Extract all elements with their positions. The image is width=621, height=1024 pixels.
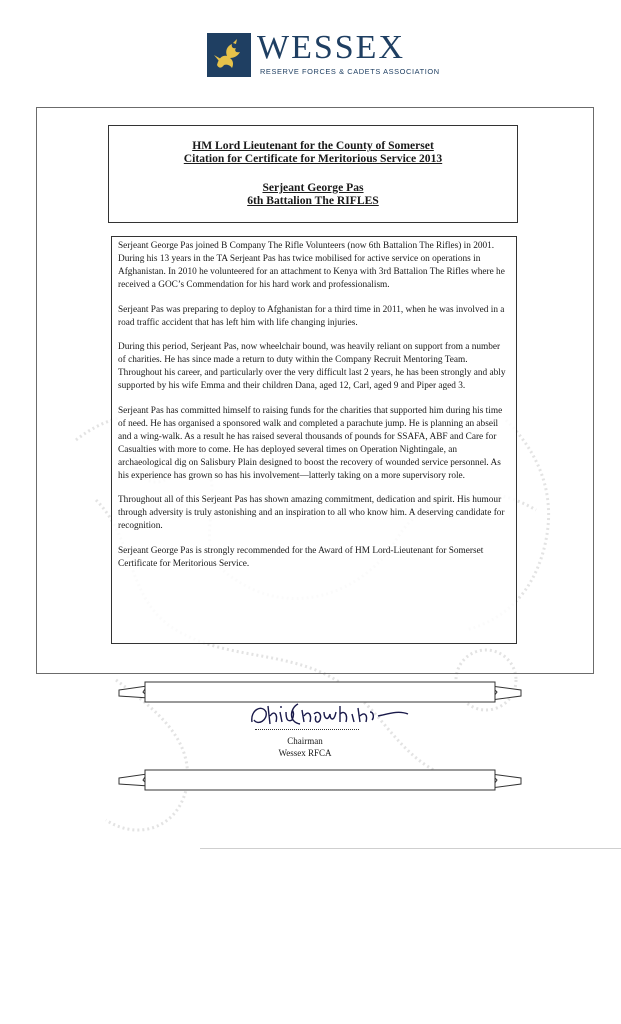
header-recipient-unit: 6th Battalion The RIFLES <box>247 194 379 207</box>
header-recipient-name: Serjeant George Pas <box>262 181 364 194</box>
signatory-title <box>230 735 380 759</box>
dragon-icon <box>207 33 251 77</box>
signatory-organisation: Wessex RFCA <box>278 748 332 758</box>
signature-line <box>255 729 359 730</box>
logo-subtitle: RESERVE FORCES & CADETS ASSOCIATION <box>260 67 440 76</box>
citation-paragraph: During this period, Serjeant Pas, now wheelchair bound, was heavily reliant on support from a number of charities. He has since made a return to duty within the Company Recruit Mentoring Team. Throughout his career, and particularly over the very difficult last 2 years, he has been strongly and ably supported by his wife Emma and their children Dana, aged 12, Carl, aged 9 and Piper aged 3. <box>118 342 506 391</box>
citation-paragraph: Throughout all of this Serjeant Pas has shown amazing commitment, dedication and spirit. His humour through adversity is truly astonishing and an inspiration to all who know him. A deserving candidate for recognition. <box>118 495 505 531</box>
page-divider <box>200 848 621 849</box>
header-citation-title: Citation for Certificate for Meritorious Service 2013 <box>183 152 443 165</box>
citation-paragraph: Serjeant Pas has committed himself to raising funds for the charities that supported him during his time of need. He has organised a sponsored walk and completed a parachute jump. He is planning an abseil and a wing-walk. As a result he has raised several thousands of pounds for SSAFA, ABF and Care for Casualties with more to come. He has deployed several times on Operation Nightingale, an archaeological dig on Salisbury Plain designed to boost the recovery of wounded service personnel. As his experience has grown so has his involvement—latterly taking on a more supervisory role. <box>118 405 503 481</box>
logo-wordmark: WESSEX <box>257 29 405 66</box>
citation-paragraph: Serjeant Pas was preparing to deploy to Afghanistan for a third time in 2011, when he was involved in a road traffic accident that has left him with life changing injuries. <box>118 304 505 328</box>
signatory-role: Chairman <box>287 736 323 746</box>
citation-header <box>108 125 518 223</box>
header-lord-lieutenant: HM Lord Lieutenant for the County of Somerset <box>192 139 434 152</box>
citation-paragraph: Serjeant George Pas joined B Company The Rifle Volunteers (now 6th Battalion The Rifles) in 2001. During his 13 years in the TA Serjeant Pas has twice mobilised for active service on operations in Afghanistan. In 2010 he volunteered for an attachment to Kenya with 3rd Battalion The Rifles where he received a GOC’s Commendation for his hard work and professionalism. <box>118 241 505 290</box>
citation-body <box>111 236 517 644</box>
citation-recommendation: Serjeant George Pas is strongly recommended for the Award of HM Lord-Lieutenant for Somerset Certificate for Meritorious Service. <box>118 545 484 569</box>
signature-handwritten <box>248 700 428 730</box>
lower-ribbon-icon <box>115 766 525 796</box>
wessex-logo <box>207 29 440 79</box>
